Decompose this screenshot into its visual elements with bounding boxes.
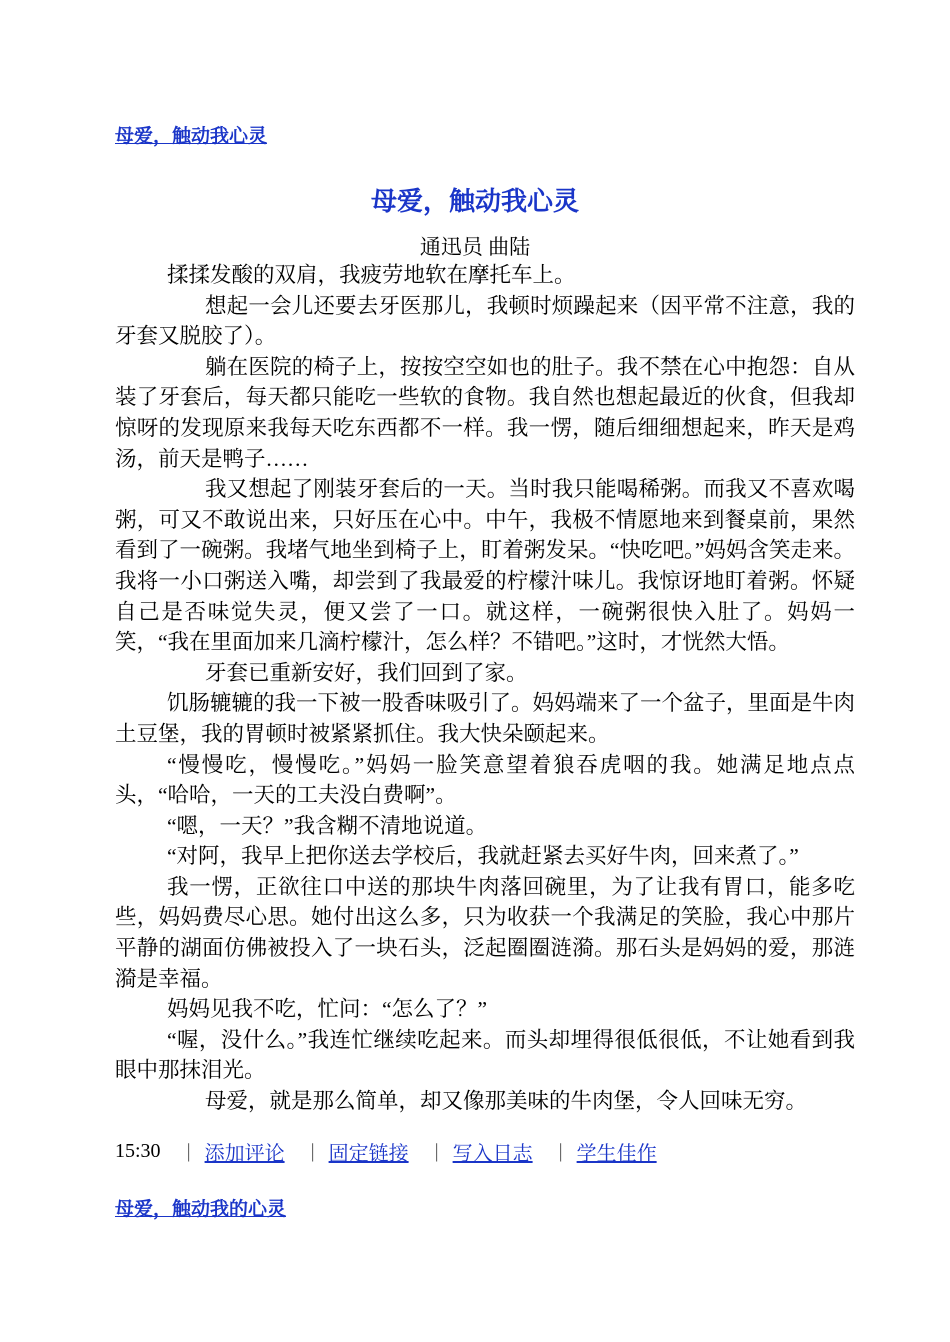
article-body <box>115 260 855 1117</box>
add-comment-link[interactable]: 添加评论 <box>204 1143 285 1165</box>
paragraph: 想起一会儿还要去牙医那儿，我顿时烦躁起来（因平常不注意，我的牙套又脱胶了）。 <box>115 293 855 349</box>
paragraph: 妈妈见我不吃，忙问：“怎么了？” <box>167 997 488 1022</box>
footer-separator: | <box>310 1140 315 1162</box>
paragraph: “对阿，我早上把你送去学校后，我就赶紧去买好牛肉，回来煮了。” <box>167 844 799 869</box>
article-author: 通迅员 曲陆 <box>419 235 531 259</box>
footer-separator: | <box>434 1140 439 1162</box>
paragraph: 母爱，就是那么简单，却又像那美味的牛肉堡，令人回味无穷。 <box>205 1089 808 1114</box>
paragraph: 牙套已重新安好，我们回到了家。 <box>205 660 528 685</box>
paragraph: “喔，没什么。”我连忙继续吃起来。而头却埋得很低很低，不让她看到我眼中那抹泪光。 <box>115 1027 855 1083</box>
footer-separator: | <box>558 1140 563 1162</box>
paragraph: “慢慢吃，慢慢吃。”妈妈一脸笑意望着狼吞虎咽的我。她满足地点点头，“哈哈，一天的工夫没白费啊”。 <box>115 752 855 808</box>
paragraph: 揉揉发酸的双肩，我疲劳地软在摩托车上。 <box>167 263 576 287</box>
category-link[interactable]: 学生佳作 <box>576 1143 657 1165</box>
paragraph: 躺在医院的椅子上，按按空空如也的肚子。我不禁在心中抱怨：自从装了牙套后，每天都只能吃一些软的食物。我自然也想起最近的伙食，但我却惊呀的发现原来我每天吃东西都不一样。我一愣，随后细细想起来，昨天是鸡汤，前天是鸭子…… <box>115 354 855 471</box>
article-title: 母爱，触动我心灵 <box>370 187 579 217</box>
paragraph: “嗯，一天？”我含糊不清地说道。 <box>167 813 488 838</box>
permalink-link[interactable]: 固定链接 <box>328 1143 409 1165</box>
write-to-log-link[interactable]: 写入日志 <box>452 1143 533 1165</box>
paragraph: 我又想起了刚装牙套后的一天。当时我只能喝稀粥。而我又不喜欢喝粥，可又不敢说出来，只好压在心中。中午，我极不情愿地来到餐桌前，果然看到了一碗粥。我堵气地坐到椅子上，盯着粥发呆。“快吃吧。”妈妈含笑走来。我将一小口粥送入嘴，却尝到了我最爱的柠檬汁味儿。我惊讶地盯着粥。怀疑自己是否味觉失灵，便又尝了一口。就这样，一碗粥很快入肚了。妈妈一笑，“我在里面加来几滴柠檬汁，怎么样？不错吧。”这时，才恍然大悟。 <box>115 477 855 655</box>
post-footer <box>115 1137 657 1166</box>
post-time: 15:30 <box>115 1140 161 1162</box>
next-article-link[interactable]: 母爱，触动我的心灵 <box>115 1198 287 1220</box>
paragraph: 我一愣，正欲往口中送的那块牛肉落回碗里，为了让我有胃口，能多吃些，妈妈费尽心思。她付出这么多，只为收获一个我满足的笑脸，我心中那片平静的湖面仿佛被投入了一块石头，泛起圈圈涟漪。那石头是妈妈的爱，那涟漪是幸福。 <box>115 874 855 991</box>
top-article-link[interactable]: 母爱，触动我心灵 <box>115 125 268 147</box>
paragraph: 饥肠辘辘的我一下被一股香味吸引了。妈妈端来了一个盆子，里面是牛肉土豆堡，我的胃顿时被紧紧抓住。我大快朵颐起来。 <box>115 691 856 746</box>
footer-separator: | <box>186 1140 191 1162</box>
